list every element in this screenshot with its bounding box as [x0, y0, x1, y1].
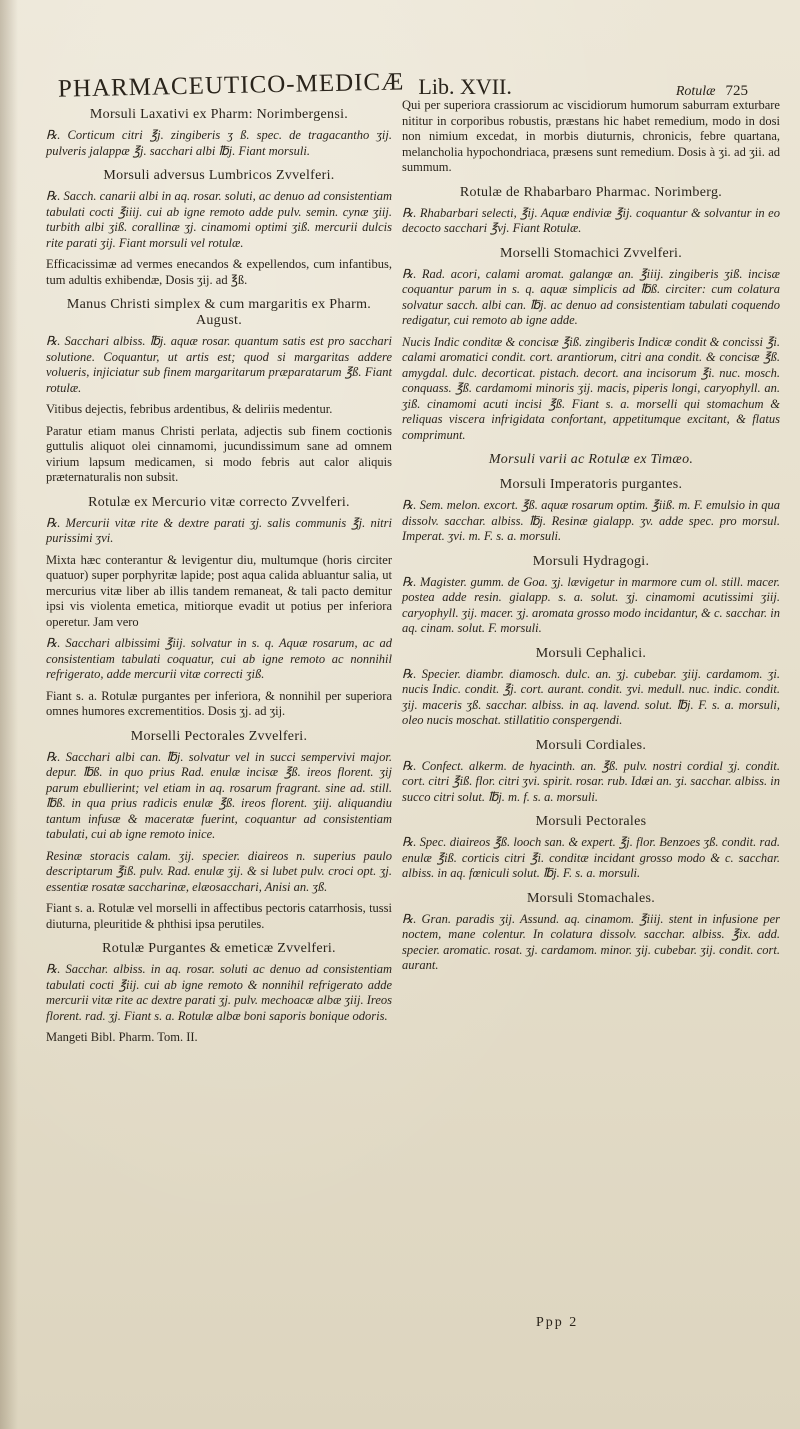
recipe-text: ℞. Sacchari albiss. ℔j. aquæ rosar. quantum satis est pro sacchari solutione. Coquantur, ut artis est; quod si margaritas addere volueris, injiciatur sub finem margaritarum præparatarum ℥ß. Fiant rotulæ.: [46, 334, 392, 395]
recipe-text: ℞. Magister. gumm. de Goa. ʒj. lævigetur in marmore cum ol. still. macer. postea adde resin. gialapp. s. a. solut. ʒj. cinamomi acutissimi ʒiij. caryophyll. ʒij. macer. ʒj. aromata grosso modo incidantur, & c. sacchar. in aq. cinam. solut. F. morsuli.: [402, 574, 780, 635]
recipe-text: ℞. Corticum citri ℥j. zingiberis ʒ ß. spec. de tragacantho ʒij. pulveris jalappæ ℥j. sacchari albi ℔j. Fiant morsuli.: [46, 128, 392, 158]
section-heading: Morsuli Imperatoris purgantes.: [499, 477, 683, 492]
section-heading: Morsuli Stomachales.: [526, 890, 656, 906]
recipe-text: Resinæ storacis calam. ʒij. specier. diaireos n. superius paulo descriptarum ℥iß. pulv. Rad. enulæ ʒij. & si lubet pulv. croci opt. ʒj. essentiæ rosatæ saccharinæ, elæosacchari, Anisi an. ʒß.: [46, 848, 392, 894]
section-heading: Rotulæ Purgantes & emeticæ Zvvelferi.: [102, 941, 336, 956]
recipe-text: Nucis Indic conditæ & concisæ ℥iß. zingiberis Indicæ condit & concissi ℥i. calami aromatici condit. cort. arantiorum, citri ana condit. & concisæ ℥ß. amygdal. dulc. decorticat. pistach. decort. ana incisorum ℥i. nuc. mosch. conquass. ℥ß. cardamomi minoris ʒij. macis, piperis longi, caryophyll. an. ʒiß. cinamomi acuti incisi ℥ß. Fiant s. a. morselli qui stomachum & reliquas viscera infrigidata confortant, appetitumque excitant, & flatus comprimunt.: [402, 334, 780, 442]
book-number: Lib. XVII.: [418, 74, 512, 99]
recipe-text: ℞. Mercurii vitæ rite & dextre parati ʒj. salis communis ℥j. nitri purissimi ʒvi.: [46, 515, 392, 545]
footer-signature: Mangeti Bibl. Pharm. Tom. II.: [46, 1030, 198, 1044]
section-heading: Morsuli adversus Lumbricos Zvvelferi.: [103, 168, 335, 183]
catchword-header: Rotulæ: [675, 84, 716, 99]
recipe-text: ℞. Sem. melon. excort. ℥ß. aquæ rosarum optim. ℥iiß. m. F. emulsio in qua dissolv. sacchar. albiss. ℔j. Resinæ gialapp. ʒv. adde spec. pro morsul. Imperat. ʒvi. m. F. s. a. morsuli.: [402, 498, 780, 543]
section-heading: Morselli Stomachici Zvvelferi.: [499, 245, 682, 261]
body-text: Fiant s. a. Rotulæ vel morselli in affectibus pectoris catarrhosis, tussi diuturna, pleuritide & phthisi ipsa perutiles.: [46, 901, 392, 931]
recipe-text: ℞. Sacchar. albiss. in aq. rosar. soluti ac denuo ad consistentiam tabulati cocti ℥iij. cui ab igne remoto & nonnihil refrigerato adde mercurii vitæ rite ac dextre parati ʒj. pulv. mechoacæ albæ ʒiij. Ireos florent. rad. ʒj. Fiant s. a. Rotulæ albæ boni saporis bonique odoris.: [46, 962, 392, 1023]
body-text: Fiant s. a. Rotulæ purgantes per inferiora, & nonnihil per superiora omnes humores excrementitios. Dosis ʒj. ad ʒij.: [46, 688, 392, 718]
body-text: Paratur etiam manus Christi perlata, adjectis sub finem coctionis guttulis aliquot olei cinnamomi, jucundissimum sane ad omnem virium lapsum medicamen, si modo febris aut calor aliquis præternaturalis non subsit.: [46, 423, 392, 484]
body-text: Mixta hæc conterantur & levigentur diu, multumque (horis circiter quatuor) super porphyritæ lapide; post aqua calida abluantur salia, ut mercurius vitæ liber ab illis tandem remaneat, & tali pacto demitur ipsi vis violenta emetica, mitiorque evadit ut potius per inferiora operetur. Jam vero: [46, 552, 392, 629]
section-heading: Morselli Pectorales Zvvelferi.: [130, 728, 308, 744]
signature-mark: Ppp 2: [536, 1315, 579, 1330]
recipe-text: ℞. Rhabarbari selecti, ℥ij. Aquæ endiviæ ℥ij. coquantur & solvantur in eo decocto sacchari ℥vj. Fiant Rotulæ.: [402, 205, 780, 235]
recipe-text: ℞. Specier. diambr. diamosch. dulc. an. ʒj. cubebar. ʒiij. cardamom. ʒi. nucis Indic. condit. ℥j. cort. aurant. condit. ʒvi. medull. nuc. indic. condit. ʒij. maceris ʒß. sacchar. albiss. in aq. lavend. solut. ℔j. F. s. a. morsuli, oleo nucis moschat. stillatitio conspergendi.: [402, 666, 780, 727]
page-gutter-shadow: [0, 0, 18, 1429]
section-heading: Morsuli Pectorales: [535, 814, 647, 829]
recipe-text: ℞. Sacchari albi can. ℔j. solvatur vel in succi sempervivi major. depur. ℔ß. in quo prius Rad. enulæ incisæ ℥ß. ireos florent. ʒij parum ebullierint; vel etiam in aq. rosarum fragrant. sine ad. still. ℔ß. in qua prius radicis enulæ ℥ß. ireos florent. ʒiij. aliquandiu tantum infusæ & maceratæ fuerint, coquantur ad consistentiam tabulati, cui ab igne remoto inice.: [46, 749, 392, 841]
left-column: [46, 98, 392, 1052]
recipe-text: ℞. Sacchari albissimi ℥iij. solvatur in s. q. Aquæ rosarum, ac ad consistentiam tabulati coquatur, cui ab igne remoto ac nonnihil refrigerato, adde mercurii vitæ correcti ʒiß.: [46, 636, 392, 681]
section-heading: Morsuli Hydragogi.: [532, 553, 650, 569]
section-heading: Morsuli varii ac Rotulæ ex Timæo.: [488, 452, 694, 467]
page-folio: 725: [725, 83, 748, 99]
section-heading: Rotulæ de Rhabarbaro Pharmac. Norimberg.: [459, 184, 723, 200]
section-heading: Rotulæ ex Mercurio vitæ correcto Zvvelferi.: [88, 494, 350, 510]
section-heading: Morsuli Laxativi ex Pharm: Norimbergensi.: [89, 107, 349, 122]
body-text: Vitibus dejectis, febribus ardentibus, & deliriis medentur.: [46, 402, 333, 416]
body-text: Qui per superiora crassiorum ac viscidiorum humorum saburram exturbare nititur in corporibus robustis, præstans hic habet remedium, modo in dosi non nimium excedat, in morbis diuturnis, chronicis, febre quartana, melancholia hypochondriaca, præsens sunt remedium. Dosis à ʒi. ad ʒii. ad summum.: [402, 98, 780, 174]
recipe-text: ℞. Gran. paradis ʒij. Assund. aq. cinamom. ℥iiij. stent in infusione per noctem, mane colentur. In colatura dissolv. sacchar. albiss. ℥ix. add. specier. aromatic. rosat. ʒj. cardamom. minor. ʒij. cubebar. ʒij. condit. cort. aurant.: [402, 911, 780, 972]
body-text: Efficacissimæ ad vermes enecandos & expellendos, cum infantibus, tum adultis exhibendæ, Dosis ʒij. ad ℥ß.: [46, 257, 392, 287]
recipe-text: ℞. Confect. alkerm. de hyacinth. an. ℥ß. pulv. nostri cordial ʒj. condit. cort. citri ℥iß. flor. citri ʒvi. spirit. rosar. rub. Idæi an. ʒi. sacchar. albiss. in succo citri solut. ℔j. m. f. s. a. morsuli.: [402, 758, 780, 804]
recipe-text: ℞. Spec. diaireos ℥ß. looch san. & expert. ℥j. flor. Benzoes ʒß. condit. rad. enulæ ℥iß. corticis citri ℥i. conditæ incidant grosso modo & c. sacchar. albiss. in aq. fœniculi solut. ℔j. F. s. a. morsuli.: [402, 835, 780, 880]
running-title: PHARMACEUTICO-MEDICÆ: [57, 68, 405, 103]
section-heading: Manus Christi simplex & cum margaritis ex Pharm. August.: [66, 297, 372, 328]
recipe-text: ℞. Sacch. canarii albi in aq. rosar. soluti, ac denuo ad consistentiam tabulati cocti ℥iiij. cui ab igne remoto adde pulv. semin. cynæ ʒiij. turbith albi ʒiß. corallinæ ʒj. cinamomi optimi ʒiß. mercurii dulcis rite parati ʒij. Fiant morsuli vel rotulæ.: [46, 189, 392, 250]
section-heading: Morsuli Cephalici.: [535, 645, 647, 661]
right-column: [402, 98, 780, 980]
section-heading: Morsuli Cordiales.: [535, 737, 647, 753]
page-header: [57, 56, 748, 103]
recipe-text: ℞. Rad. acori, calami aromat. galangæ an. ℥iiij. zingiberis ʒiß. incisæ coquantur parum in s. q. aquæ simplicis ad ℔ß. circiter: cum colatura solvatur sacch. albi can. ℔j. ac denuo ad consistentiam tabulati coquendo redigatur, cui remoto ab igne adde.: [402, 266, 780, 327]
